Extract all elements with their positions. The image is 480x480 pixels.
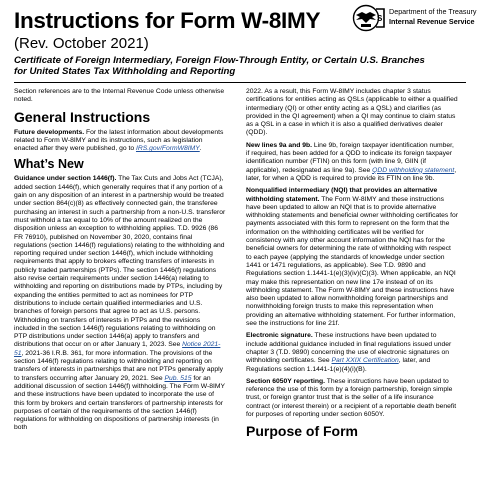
new-lines-lead: New lines 9a and 9b. bbox=[246, 141, 313, 149]
nqi-paragraph bbox=[246, 187, 458, 328]
document-subtitle: Certificate of Foreign Intermediary, Foreign Flow-Through Entity, or Certain U.S. Branches for United States Tax Withholding and Reporting bbox=[14, 55, 425, 77]
purpose-of-form-heading: Purpose of Form bbox=[246, 423, 359, 440]
nqi-text: The Form W-8IMY and these instructions have been updated to allow an NQI that is to provide alternative withholding statements and beneficial owner withholding certificates for payments associated with this form to represent on the form that the information on the withholding certificates will be verified for consistency with any other account information the NQI has for the beneficial owners for determining the rate of withholding with respect to each payee (applying the standards of knowledge under section 1441 or 1471 regulations, as applicable). See T.D. 9890 and Regulations section 1.1441-1(e)(3)(iv)(C)(3). When applicable, an NQI may make this representation on new line 17e instead of on its withholding statement. The Form W-8IMY and these instructions have also been updated to allow nonwithholding foreign partnerships and nonwithholding foreign trusts to make this representation when providing an alternative withholding statement. For further information, see the instructions for line 21f. bbox=[246, 195, 458, 328]
left-column bbox=[14, 88, 226, 437]
part-xxix-certification-link[interactable]: Part XXIX Certification bbox=[331, 357, 399, 365]
electronic-signature-text: These instructions have been updated to include additional guidance included in final regulations issued under chapter 3 (T.D. 9890) concerning the use of electronic signatures on withholding certificates. See bbox=[246, 332, 452, 365]
header-divider bbox=[14, 82, 466, 83]
pub-515-link[interactable]: Pub. 515 bbox=[164, 374, 192, 382]
right-column bbox=[246, 88, 458, 443]
future-developments-end: . bbox=[199, 145, 202, 153]
section-6050y-lead: Section 6050Y reporting. bbox=[246, 377, 326, 385]
electronic-signature-lead: Electronic signature. bbox=[246, 332, 313, 340]
whats-new-heading: What’s New bbox=[14, 157, 84, 172]
svg-text:S: S bbox=[377, 14, 383, 23]
qdd-withholding-statement-link[interactable]: QDD withholding statement bbox=[372, 166, 455, 174]
document-title: Instructions for Form W-8IMY bbox=[14, 8, 321, 33]
section-6050y-paragraph bbox=[246, 378, 458, 419]
department-name: Department of the Treasury bbox=[389, 7, 477, 16]
agency-name: Internal Revenue Service bbox=[389, 17, 475, 26]
future-developments-lead: Future developments. bbox=[14, 128, 85, 136]
section-1446f-paragraph bbox=[14, 175, 226, 432]
notice-2021-51-link[interactable]: Notice 2021-51 bbox=[14, 341, 221, 357]
section-1446f-lead: Guidance under section 1446(f). bbox=[14, 175, 117, 183]
new-lines-text: Line 9b, foreign taxpayer identification number, if required, has been added for a QDD to indicate its foreign taxpayer identification number (FTIN) on this form (with line 9, GIIN (if applicable), redesignated as line 9a). See bbox=[246, 141, 454, 174]
nqi-lead: Nonqualified intermediary (NQI) that provides an alternative withholding statement. bbox=[246, 187, 438, 203]
section-1446f-text: The Tax Cuts and Jobs Act (TCJA), added section 1446(f), which generally requires that if any portion of a gain on any disposition of an interest in a partnership would be treated under section 864(c)(8) as effectively connected gain, the transferee purchasing an interest in such a partnership from a non-U.S. transferor must withhold a tax equal to 10% of the amount realized on the disposition unless an exception to withholding applies. T.D. 9926 (86 FR 76910), published on November 30, 2020, contains final regulations (section 1446(f) regulations) relating to the withholding and reporting required under section 1446(f), which include withholding requirements that apply to brokers effecting transfers of interests in publicly traded partnerships (PTPs). The section 1446(f) regulations also revise certain requirements under section 1446(a) relating to withholding and reporting on distributions made by PTPs, including by expanding the entities permitted to act as nominees for PTP distributions to include certain qualified intermediaries and U.S. branches of foreign persons that agree to act as U.S. persons. Withholding on transfers of interests in PTPs and the revisions included in the section 1446(f) regulations relating to withholding on PTP distributions under section 1446(a) apply to transfers and distributions that occur on or after January 1, 2023. See bbox=[14, 175, 226, 349]
section-1446f-mid: , 2021-36 I.R.B. 361, for more information. The provisions of the section 1446(f) regulations relating to withholding and reporting on transfers of interests in partnerships that are not PTPs generally apply to transfers occurring after January 29, 2021. See bbox=[14, 349, 223, 382]
qsl-continuation-paragraph: 2022. As a result, this Form W-8IMY includes chapter 3 status certifications for entities acting as QSLs (applicable to either a qualified intermediary (QI) or other entity acting as a QSL) and clarifies (as provided in the QI agreement) when a QI may continue to claim status as a QSL in a case in which it is also a qualified derivatives dealer (QDD). bbox=[246, 88, 458, 137]
general-instructions-heading: General Instructions bbox=[14, 108, 151, 125]
irs-eagle-logo-icon bbox=[352, 3, 386, 33]
intro-paragraph: Section references are to the Internal Revenue Code unless otherwise noted. bbox=[14, 88, 225, 104]
new-lines-paragraph bbox=[246, 142, 458, 183]
irs-w8imy-link[interactable]: IRS.gov/FormW8IMY bbox=[135, 145, 200, 153]
future-developments-text: For the latest information about developments related to Form W-8IMY and its instructions, such as legislation enacted after they were published, go to bbox=[14, 128, 224, 153]
section-6050y-text: These instructions have been updated to reference the use of this form by a foreign partnership, foreign simple trust, or foreign grantor trust that is the seller of a life insurance contract (or interest therein) or a recipient of a reportable death benefit for purposes of reporting under section 6050Y. bbox=[246, 377, 457, 418]
revision-date: (Rev. October 2021) bbox=[14, 35, 149, 52]
section-1446f-end: for an additional discussion of section 1446(f) withholding. The Form W-8IMY and these instructions have been updated to incorporate the use of this form by brokers and certain transferors of partnership interests for purposes of certain of the requirements of the section 1446(f) regulations for withholding on dispositions of partnership interests (in both bbox=[14, 374, 225, 432]
electronic-signature-end: , later, and Regulations section 1.1441-1(e)(4)(i)(B). bbox=[246, 357, 431, 373]
future-developments-paragraph bbox=[14, 129, 226, 154]
electronic-signature-paragraph bbox=[246, 332, 458, 373]
new-lines-end: , later, for when a QDD is required to provide its FTIN on line 9b. bbox=[246, 166, 457, 182]
